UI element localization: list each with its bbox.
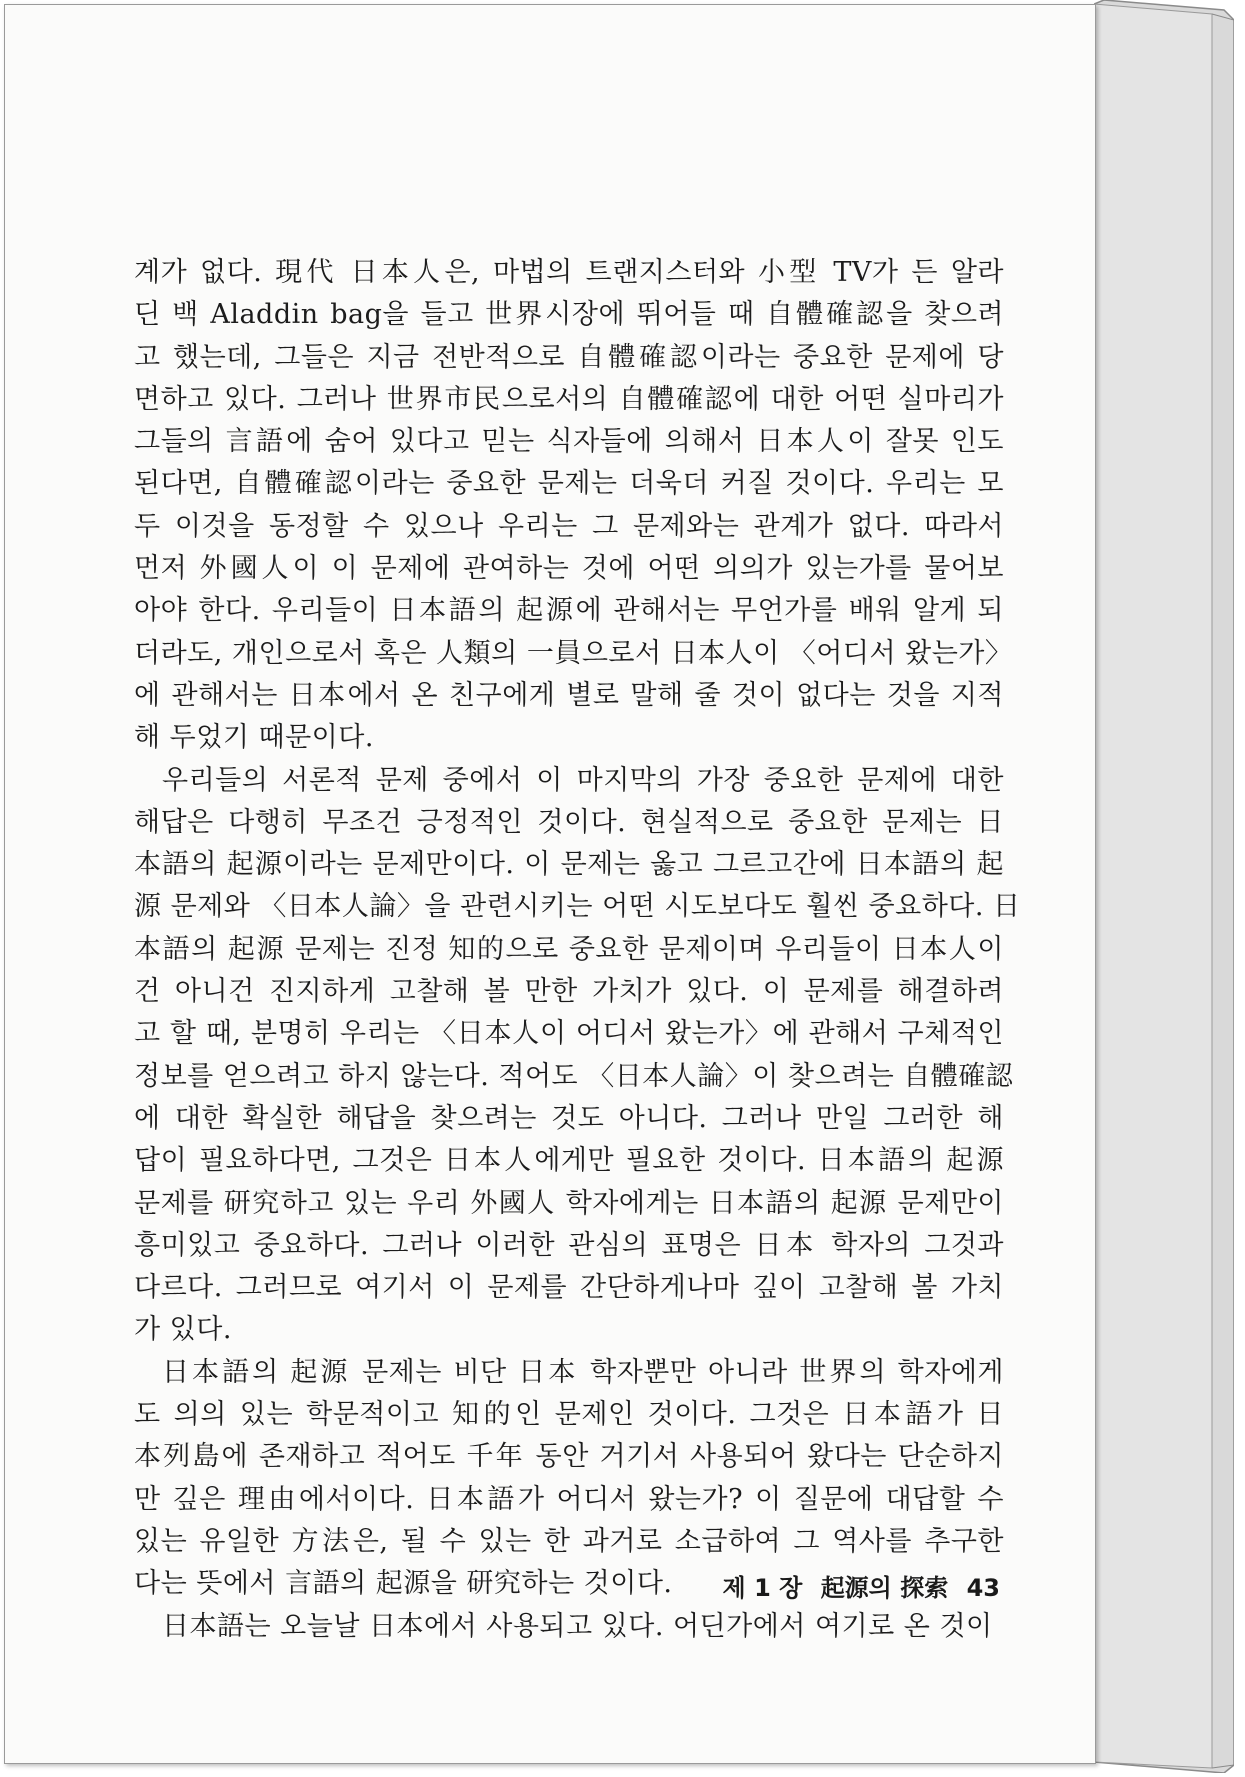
text-line: 고 했는데, 그들은 지금 전반적으로 自體確認이라는 중요한 문제에 당 [134,341,1004,373]
text-line: 면하고 있다. 그러나 世界市民으로서의 自體確認에 대한 어떤 실마리가 [134,383,1004,415]
page-edge-stack [1094,0,1234,1773]
text-line: 日本語는 오늘날 日本에서 사용되고 있다. 어딘가에서 여기로 온 것이 [162,1610,993,1642]
text-line: 문제를 研究하고 있는 우리 外國人 학자에게는 日本語의 起源 문제만이 [134,1187,1004,1219]
text-line: 에 대한 확실한 해답을 찾으려는 것도 아니다. 그러나 만일 그러한 해 [134,1102,1004,1134]
text-line: 도 의의 있는 학문적이고 知的인 문제인 것이다. 그것은 日本語가 日 [134,1399,1004,1431]
page-number: 43 [966,1574,1000,1602]
text-line: 정보를 얻으려고 하지 않는다. 적어도 〈日本人論〉이 찾으려는 自體確認 [134,1060,1014,1092]
running-footer [700,1568,1000,1603]
text-line: 아야 한다. 우리들이 日本語의 起源에 관해서는 무언가를 배워 알게 되 [134,595,1004,627]
text-line: 源 문제와 〈日本人論〉을 관련시키는 어떤 시도보다도 훨씬 중요하다. 日 [134,891,1021,923]
text-line: 가 있다. [134,1314,232,1346]
text-line: 먼저 外國人이 이 문제에 관여하는 것에 어떤 의의가 있는가를 물어보 [134,553,1004,585]
text-line: 된다면, 自體確認이라는 중요한 문제는 더욱더 커질 것이다. 우리는 모 [134,468,1004,500]
text-line: 두 이것을 동정할 수 있으나 우리는 그 문제와는 관계가 없다. 따라서 [134,510,1004,542]
text-line: 本列島에 존재하고 적어도 千年 동안 거기서 사용되어 왔다는 단순하지 [134,1441,1004,1473]
text-line: 에 관해서는 日本에서 온 친구에게 별로 말해 줄 것이 없다는 것을 지적 [134,679,1004,711]
page-edge-graphic [1094,0,1234,1773]
footer-chapter: 제 1 장 [722,1574,803,1602]
text-line: 本語의 起源 문제는 진정 知的으로 중요한 문제이며 우리들이 日本人이 [134,933,1004,965]
text-line: 本語의 起源이라는 문제만이다. 이 문제는 옳고 그르고간에 日本語의 起 [134,849,1004,881]
text-line: 딘 백 Aladdin bag을 들고 世界시장에 뛰어들 때 自體確認을 찾으려 [134,299,1004,331]
text-line: 그들의 言語에 숨어 있다고 믿는 식자들에 의해서 日本人이 잘못 인도 [134,426,1004,458]
text-line: 건 아니건 진지하게 고찰해 볼 만한 가치가 있다. 이 문제를 해결하려 [134,976,1004,1008]
paragraph [134,252,1013,760]
text-line: 우리들의 서론적 문제 중에서 이 마지막의 가장 중요한 문제에 대한 [162,764,1004,796]
text-line: 더라도, 개인으로서 혹은 人類의 一員으로서 日本人이 〈어디서 왔는가〉 [134,637,1013,669]
text-line: 고 할 때, 분명히 우리는 〈日本人이 어디서 왔는가〉에 관해서 구체적인 [134,1018,1004,1050]
text-line: 다르다. 그러므로 여기서 이 문제를 간단하게나마 깊이 고찰해 볼 가치 [134,1272,1004,1304]
text-line: 다는 뜻에서 言語의 起源을 研究하는 것이다. [134,1568,673,1600]
text-line: 계가 없다. 現代 日本人은, 마법의 트랜지스터와 小型 TV가 든 알라 [134,257,1004,288]
body-text [134,252,1021,1648]
footer-section-title: 起源의 探索 [820,1574,949,1602]
text-line: 있는 유일한 方法은, 될 수 있는 한 과거로 소급하여 그 역사를 추구한 [134,1525,1004,1557]
text-line: 日本語의 起源 문제는 비단 日本 학자뿐만 아니라 世界의 학자에게 [162,1356,1004,1388]
text-line: 만 깊은 理由에서이다. 日本語가 어디서 왔는가? 이 질문에 대답할 수 [134,1483,1004,1515]
text-line: 해답은 다행히 무조건 긍정적인 것이다. 현실적으로 중요한 문제는 日 [134,806,1004,838]
paragraph [134,1606,1004,1648]
text-line: 흥미있고 중요하다. 그러나 이러한 관심의 표명은 日本 학자의 그것과 [134,1229,1004,1261]
text-line: 답이 필요하다면, 그것은 日本人에게만 필요한 것이다. 日本語의 起源 [134,1145,1004,1177]
paragraph [134,760,1021,1352]
text-line: 해 두었기 때문이다. [134,722,374,754]
